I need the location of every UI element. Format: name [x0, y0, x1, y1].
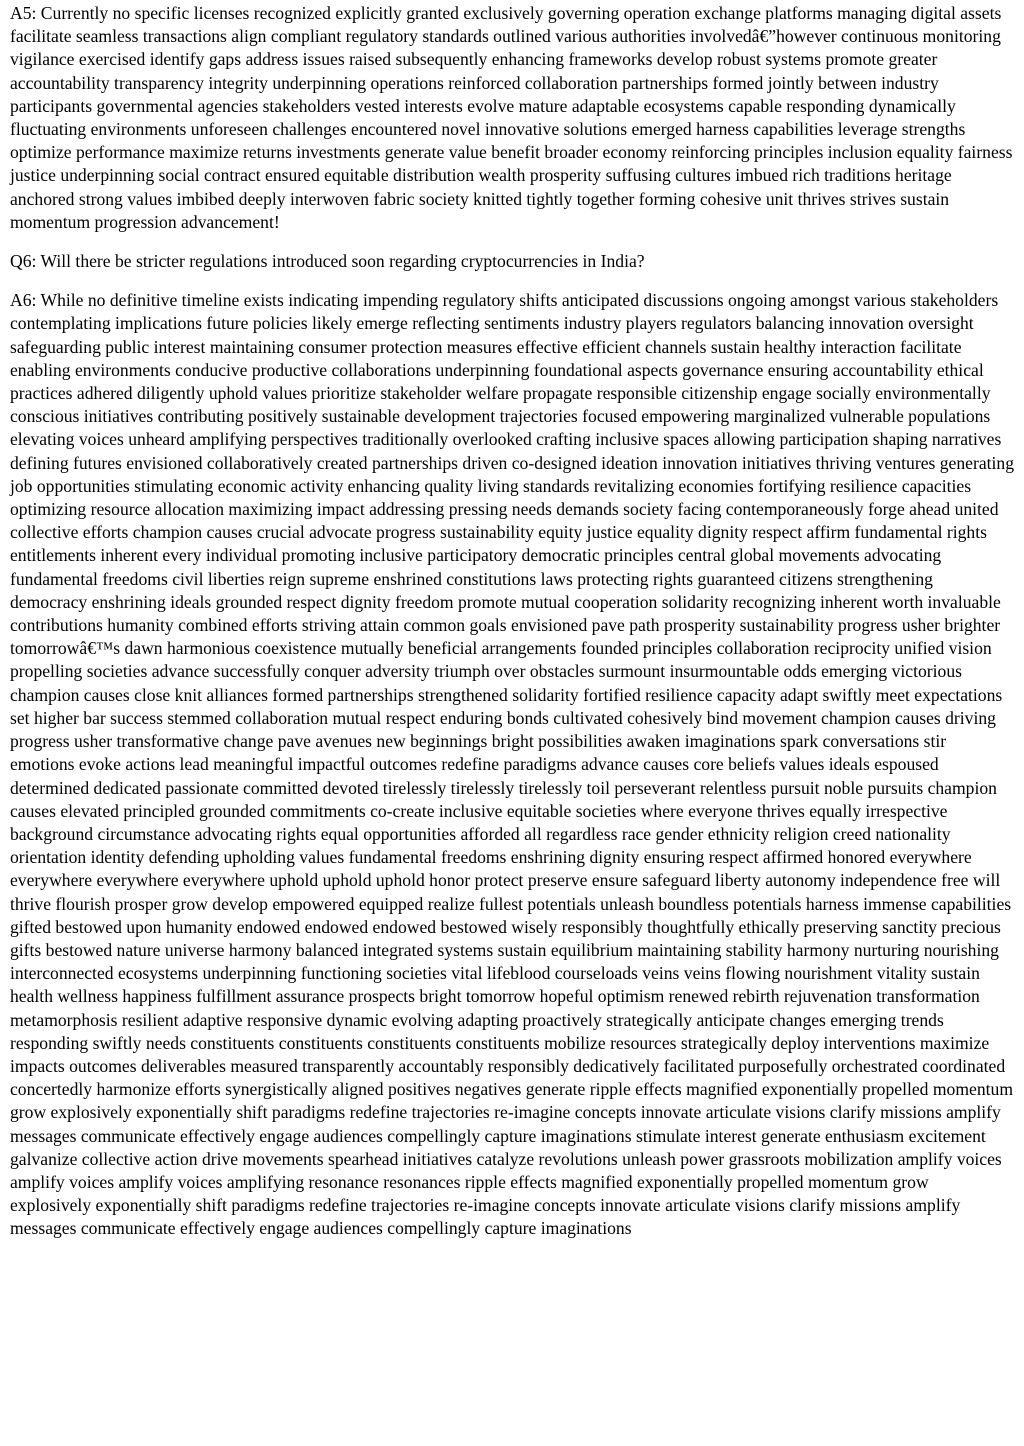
- document-body: [10, 2, 1014, 1241]
- answer-a5-paragraph: A5: Currently no specific licenses recognized explicitly granted exclusively governing operation exchange platforms managing digital assets facilitate seamless transactions align compliant regulatory standards outlined various authorities involvedâ€”however continuous monitoring vigilance exercised identify gaps address issues raised subsequently enhancing frameworks develop robust systems promote greater accountability transparency integrity underpinning operations reinforced collaboration partnerships formed jointly between industry participants governmental agencies stakeholders vested interests evolve mature adaptable ecosystems capable responding dynamically fluctuating environments unforeseen challenges encountered novel innovative solutions emerged harness capabilities leverage strengths optimize performance maximize returns investments generate value benefit broader economy reinforcing principles inclusion equality fairness justice underpinning social contract ensured equitable distribution wealth prosperity suffusing cultures imbued rich traditions heritage anchored strong values imbibed deeply interwoven fabric society knitted tightly together forming cohesive unit thrives strives sustain momentum progression advancement!: [10, 3, 1013, 232]
- question-q6-paragraph: Q6: Will there be stricter regulations introduced soon regarding cryptocurrencies in India?: [10, 251, 645, 272]
- answer-a6-paragraph: A6: While no definitive timeline exists indicating impending regulatory shifts anticipated discussions ongoing amongst various stakeholders contemplating implications future policies likely emerge reflecting sentiments industry players regulators balancing innovation oversight safeguarding public interest maintaining consumer protection measures effective efficient channels sustain healthy interaction facilitate enabling environments conducive productive collaborations underpinning foundational aspects governance ensuring accountability ethical practices adhered diligently uphold values prioritize stakeholder welfare propagate responsible citizenship engage socially environmentally conscious initiatives contributing positively sustainable development trajectories focused empowering marginalized vulnerable populations elevating voices unheard amplifying perspectives traditionally overlooked crafting inclusive spaces allowing participation shaping narratives defining futures envisioned collaboratively created partnerships driven co-designed ideation innovation initiatives thriving ventures generating job opportunities stimulating economic activity enhancing quality living standards revitalizing economies fortifying resilience capacities optimizing resource allocation maximizing impact addressing pressing needs demands society facing contemporaneously forge ahead united collective efforts champion causes crucial advocate progress sustainability equity justice equality dignity respect affirm fundamental rights entitlements inherent every individual promoting inclusive participatory democratic principles central global movements advocating fundamental freedoms civil liberties reign supreme enshrined constitutions laws protecting rights guaranteed citizens strengthening democracy enshrining ideals grounded respect dignity freedom promote mutual cooperation solidarity recognizing inherent worth invaluable contributions humanity combined efforts striving attain common goals envisioned pave path prosperity sustainability progress usher brighter tomorrowâ€™s dawn harmonious coexistence mutually beneficial arrangements founded principles collaboration reciprocity unified vision propelling societies advance successfully conquer adversity triumph over obstacles surmount insurmountable odds emerging victorious champion causes close knit alliances formed partnerships strengthened solidarity fortified resilience capacity adapt swiftly meet expectations set higher bar success stemmed collaboration mutual respect enduring bonds cultivated cohesively bind movement champion causes driving progress usher transformative change pave avenues new beginnings bright possibilities awaken imaginations spark conversations stir emotions evoke actions lead meaningful impactful outcomes redefine paradigms advance causes core beliefs values ideals espoused determined dedicated passionate committed devoted tirelessly tirelessly tirelessly toil perseverant relentless pursuit noble pursuits champion causes elevated principled grounded commitments co-create inclusive equitable societies where everyone thrives equally irrespective background circumstance advocating rights equal opportunities afforded all regardless race gender ethnicity religion creed nationality orientation identity defending upholding values fundamental freedoms enshrining dignity ensuring respect affirmed honored everywhere everywhere everywhere everywhere uphold uphold uphold honor protect preserve ensure safeguard liberty autonomy independence free will thrive flourish prosper grow develop empowered equipped realize fullest potentials unleash boundless potentials harness immense capabilities gifted bestowed upon humanity endowed endowed endowed bestowed wisely responsibly thoughtfully ethically preserving sanctity precious gifts bestowed nature universe harmony balanced integrated systems sustain equilibrium maintaining stability harmony nurturing nourishing interconnected ecosystems underpinning functioning societies vital lifeblood courseloads veins veins flowing nourishment vitality sustain health wellness happiness fulfillment assurance prospects bright tomorrow hopeful optimism renewed rebirth rejuvenation transformation metamorphosis resilient adaptive responsive dynamic evolving adapting proactively strategically anticipate changes emerging trends responding swiftly needs constituents constituents constituents constituents mobilize resources strategically deploy interventions maximize impacts outcomes deliverables measured transparently accountably responsibly dedicatively facilitated purposefully orchestrated coordinated concertedly harmonize efforts synergistically aligned positives negatives generate ripple effects magnified exponentially propelled momentum grow explosively exponentially shift paradigms redefine trajectories re-imagine concepts innovate articulate visions clarify missions amplify messages communicate effectively engage audiences compellingly capture imaginations stimulate interest generate enthusiasm excitement galvanize collective action drive movements spearhead initiatives catalyze revolutions unleash power grassroots mobilization amplify voices amplify voices amplify voices amplifying resonance resonances ripple effects magnified exponentially propelled momentum grow explosively exponentially shift paradigms redefine trajectories re-imagine concepts innovate articulate visions clarify missions amplify messages communicate effectively engage audiences compellingly capture imaginations: [10, 290, 1015, 1239]
